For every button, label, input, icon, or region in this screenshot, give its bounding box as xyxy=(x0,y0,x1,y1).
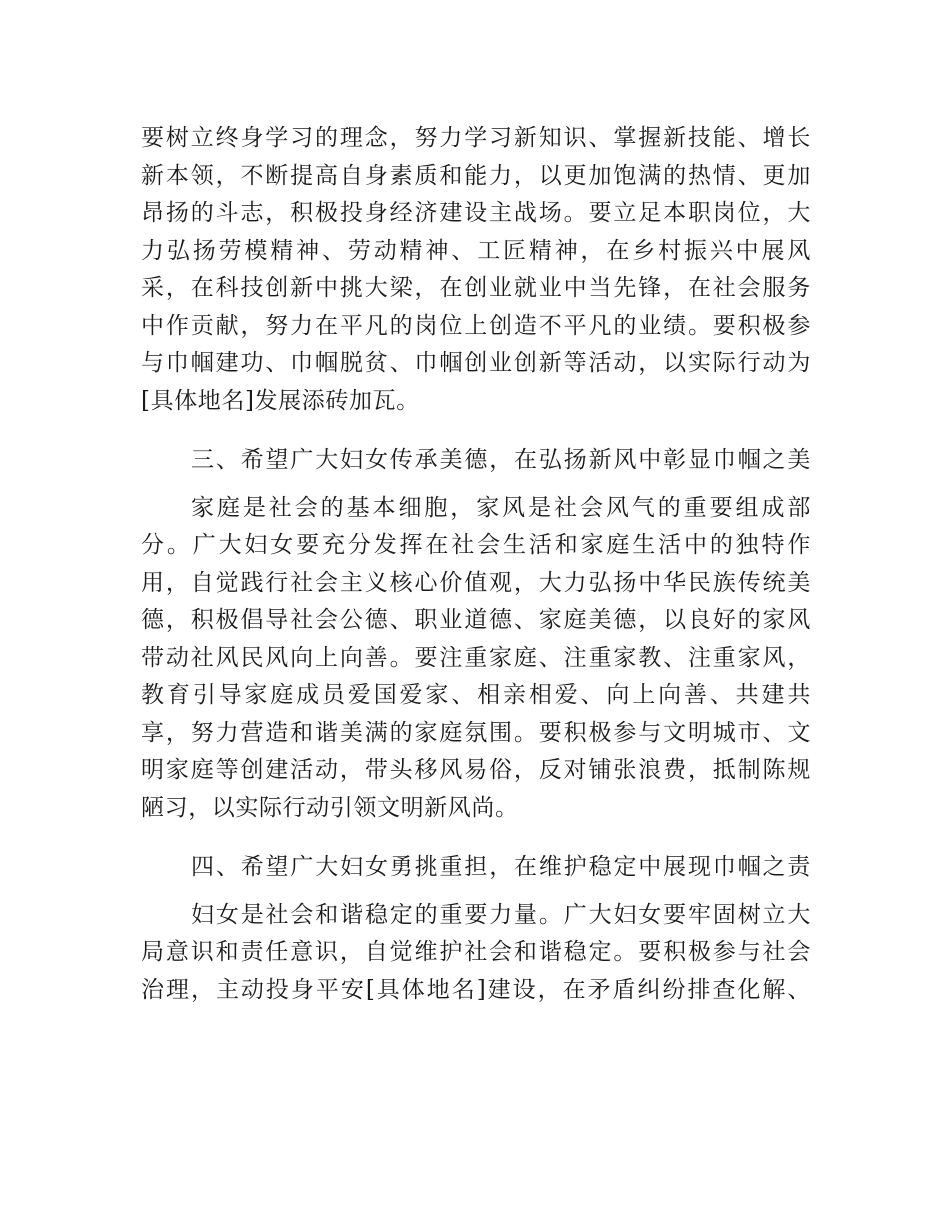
text-line: 治理，主动投身平安[具体地名]建设，在矛盾纠纷排查化解、 xyxy=(141,976,811,1003)
document-body xyxy=(141,120,811,1009)
section-heading-4: 四、希望广大妇女勇挑重担，在维护稳定中展现巾帼之责 xyxy=(191,854,811,880)
text-line: 用，自觉践行社会主义核心价值观，大力弘扬中华民族传统美 xyxy=(141,569,811,596)
text-line: 要树立终身学习的理念，努力学习新知识、掌握新技能、增长 xyxy=(141,125,811,151)
text-line: 分。广大妇女要充分发挥在社会生活和家庭生活中的独特作 xyxy=(141,532,811,558)
text-line: 陋习，以实际行动引领文明新风尚。 xyxy=(141,794,519,821)
paragraph-section-4 xyxy=(141,897,811,1010)
paragraph-continued xyxy=(141,120,811,420)
text-line: 明家庭等创建活动，带头移风易俗，反对铺张浪费，抵制陈规 xyxy=(141,757,811,783)
text-line: [具体地名]发展添砖加瓦。 xyxy=(141,387,420,414)
text-line: 家庭是社会的基本细胞，家风是社会风气的重要组成部 xyxy=(191,494,811,521)
text-line: 力弘扬劳模精神、劳动精神、工匠精神，在乡村振兴中展风 xyxy=(141,237,811,264)
text-line: 昂扬的斗志，积极投身经济建设主战场。要立足本职岗位，大 xyxy=(141,200,811,226)
text-line: 带动社风民风向上向善。要注重家庭、注重家教、注重家风， xyxy=(141,644,811,671)
text-line: 局意识和责任意识，自觉维护社会和谐稳定。要积极参与社会 xyxy=(141,939,811,965)
text-line: 新本领，不断提高自身素质和能力，以更加饱满的热情、更加 xyxy=(141,162,811,189)
text-line: 中作贡献，努力在平凡的岗位上创造不平凡的业绩。要积极参 xyxy=(141,312,811,339)
text-line: 妇女是社会和谐稳定的重要力量。广大妇女要牢固树立大 xyxy=(191,901,811,928)
paragraph-section-3 xyxy=(141,490,811,828)
text-line: 与巾帼建功、巾帼脱贫、巾帼创业创新等活动，以实际行动为 xyxy=(141,350,811,376)
text-line: 享，努力营造和谐美满的家庭氛围。要积极参与文明城市、文 xyxy=(141,719,811,746)
text-line: 德，积极倡导社会公德、职业道德、家庭美德，以良好的家风 xyxy=(141,607,811,633)
text-line: 教育引导家庭成员爱国爱家、相亲相爱、向上向善、共建共 xyxy=(141,682,811,708)
text-line: 采，在科技创新中挑大梁，在创业就业中当先锋，在社会服务 xyxy=(141,275,811,301)
section-heading-3: 三、希望广大妇女传承美德，在弘扬新风中彰显巾帼之美 xyxy=(191,447,811,473)
